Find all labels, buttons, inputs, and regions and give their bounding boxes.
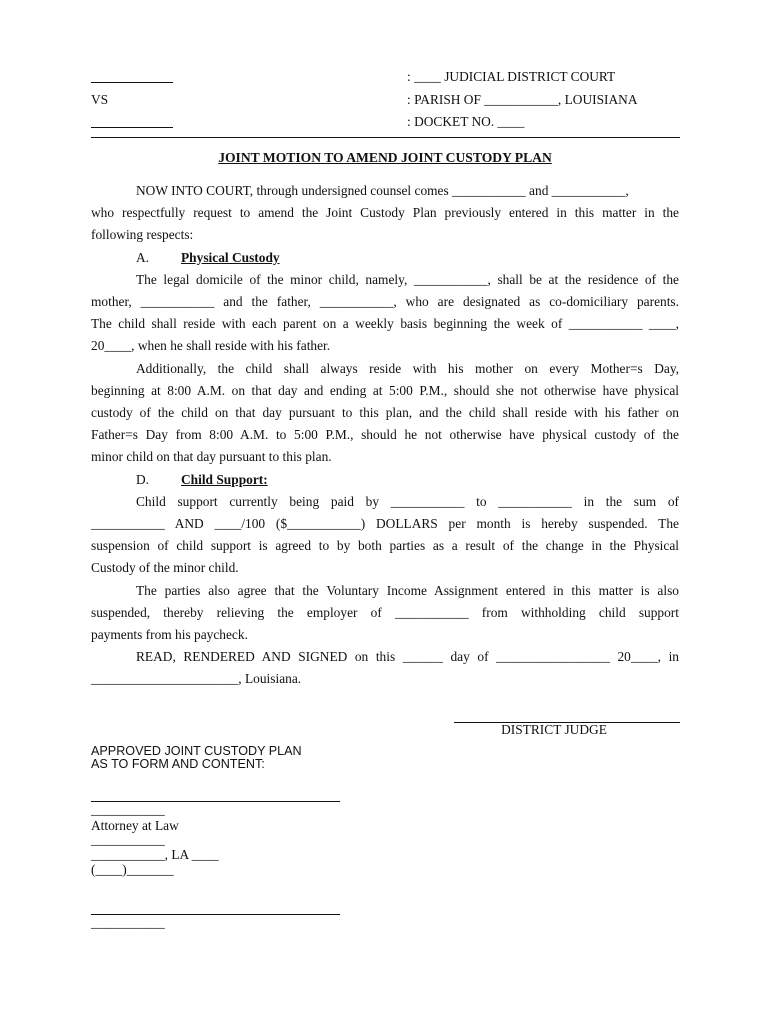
section-d-heading-row [91, 469, 679, 491]
child-support-line-4: Custody of the minor child. [91, 560, 239, 576]
court-name: : ____ JUDICIAL DISTRICT COURT [407, 69, 616, 84]
section-a-heading-row [91, 247, 679, 269]
intro-line-1: NOW INTO COURT, through undersigned counsel comes ___________ and ___________, [136, 183, 629, 198]
income-assignment-line-2: suspended, thereby relieving the employer of ___________ from withholding child support [91, 604, 679, 620]
caption-divider [91, 137, 680, 138]
physical-custody-line-2: mother, ___________ and the father, ___________, who are designated as co-domiciliary parents. [91, 294, 679, 310]
child-support-line-1: Child support currently being paid by ___________ to ___________ in the sum of [136, 493, 679, 509]
docket-line: : DOCKET NO. ____ [407, 114, 525, 129]
document-body [91, 180, 679, 691]
document-title: JOINT MOTION TO AMEND JOINT CUSTODY PLAN [218, 150, 552, 165]
read-rendered-line-1: READ, RENDERED AND SIGNED on this ______ day of _________________ 20____, in [136, 649, 679, 665]
income-assignment-line-3: payments from his paycheck. [91, 627, 248, 643]
income-assignment-line-1: The parties also agree that the Voluntary Income Assignment entered in this matter is also [136, 582, 679, 598]
attorney-name-blank: ___________ [91, 802, 165, 817]
intro-line-3: following respects: [91, 227, 194, 243]
additionally-line-2: beginning at 8:00 A.M. on that day and ending at 5:00 P.M., should she not otherwise have physical [91, 382, 679, 398]
section-d-heading: Child Support: [181, 471, 268, 487]
attorney-city-line: ___________, LA ____ [91, 847, 219, 862]
additionally-line-5: minor child on that day pursuant to this plan. [91, 449, 332, 465]
read-rendered-line-2: ______________________, Louisiana. [91, 671, 302, 687]
section-d-letter: D. [136, 471, 150, 487]
defendant-blank [91, 116, 173, 128]
physical-custody-line-4: 20____, when he shall reside with his father. [91, 338, 331, 354]
attorney-phone-line: (____)_______ [91, 862, 174, 877]
vs-label: VS [91, 92, 109, 107]
physical-custody-line-1: The legal domicile of the minor child, namely, ___________, shall be at the residence of the [136, 271, 679, 287]
child-support-line-3: suspension of child support is agreed to by both parties as a result of the change in the Physical [91, 538, 679, 554]
judge-label: DISTRICT JUDGE [501, 722, 607, 737]
child-support-line-2: ___________ AND ____/100 ($___________) DOLLARS per month is hereby suspended. The [91, 516, 679, 532]
attorney2-name-blank: ___________ [91, 915, 165, 930]
approval-line-1: APPROVED JOINT CUSTODY PLAN [91, 744, 302, 758]
plaintiff-blank [91, 71, 173, 83]
additionally-line-1: Additionally, the child shall always reside with his mother on every Mother=s Day, [136, 360, 679, 376]
intro-line-2: who respectfully request to amend the Joint Custody Plan previously entered in this matter in the [91, 205, 679, 221]
attorney-address-blank: ___________ [91, 832, 165, 847]
section-a-letter: A. [136, 249, 150, 265]
physical-custody-line-3: The child shall reside with each parent on a weekly basis beginning the week of ___________ ____, [91, 316, 679, 332]
approval-line-2: AS TO FORM AND CONTENT: [91, 757, 265, 771]
section-a-heading: Physical Custody [181, 249, 280, 265]
parish-line: : PARISH OF ___________, LOUISIANA [407, 92, 638, 107]
additionally-line-4: Father=s Day from 8:00 A.M. to 5:00 P.M., should he not otherwise have physical custody of the [91, 427, 679, 443]
additionally-line-3: custody of the child on that day pursuant to this plan, and the child shall reside with his father on [91, 405, 679, 421]
attorney-title: Attorney at Law [91, 818, 179, 833]
